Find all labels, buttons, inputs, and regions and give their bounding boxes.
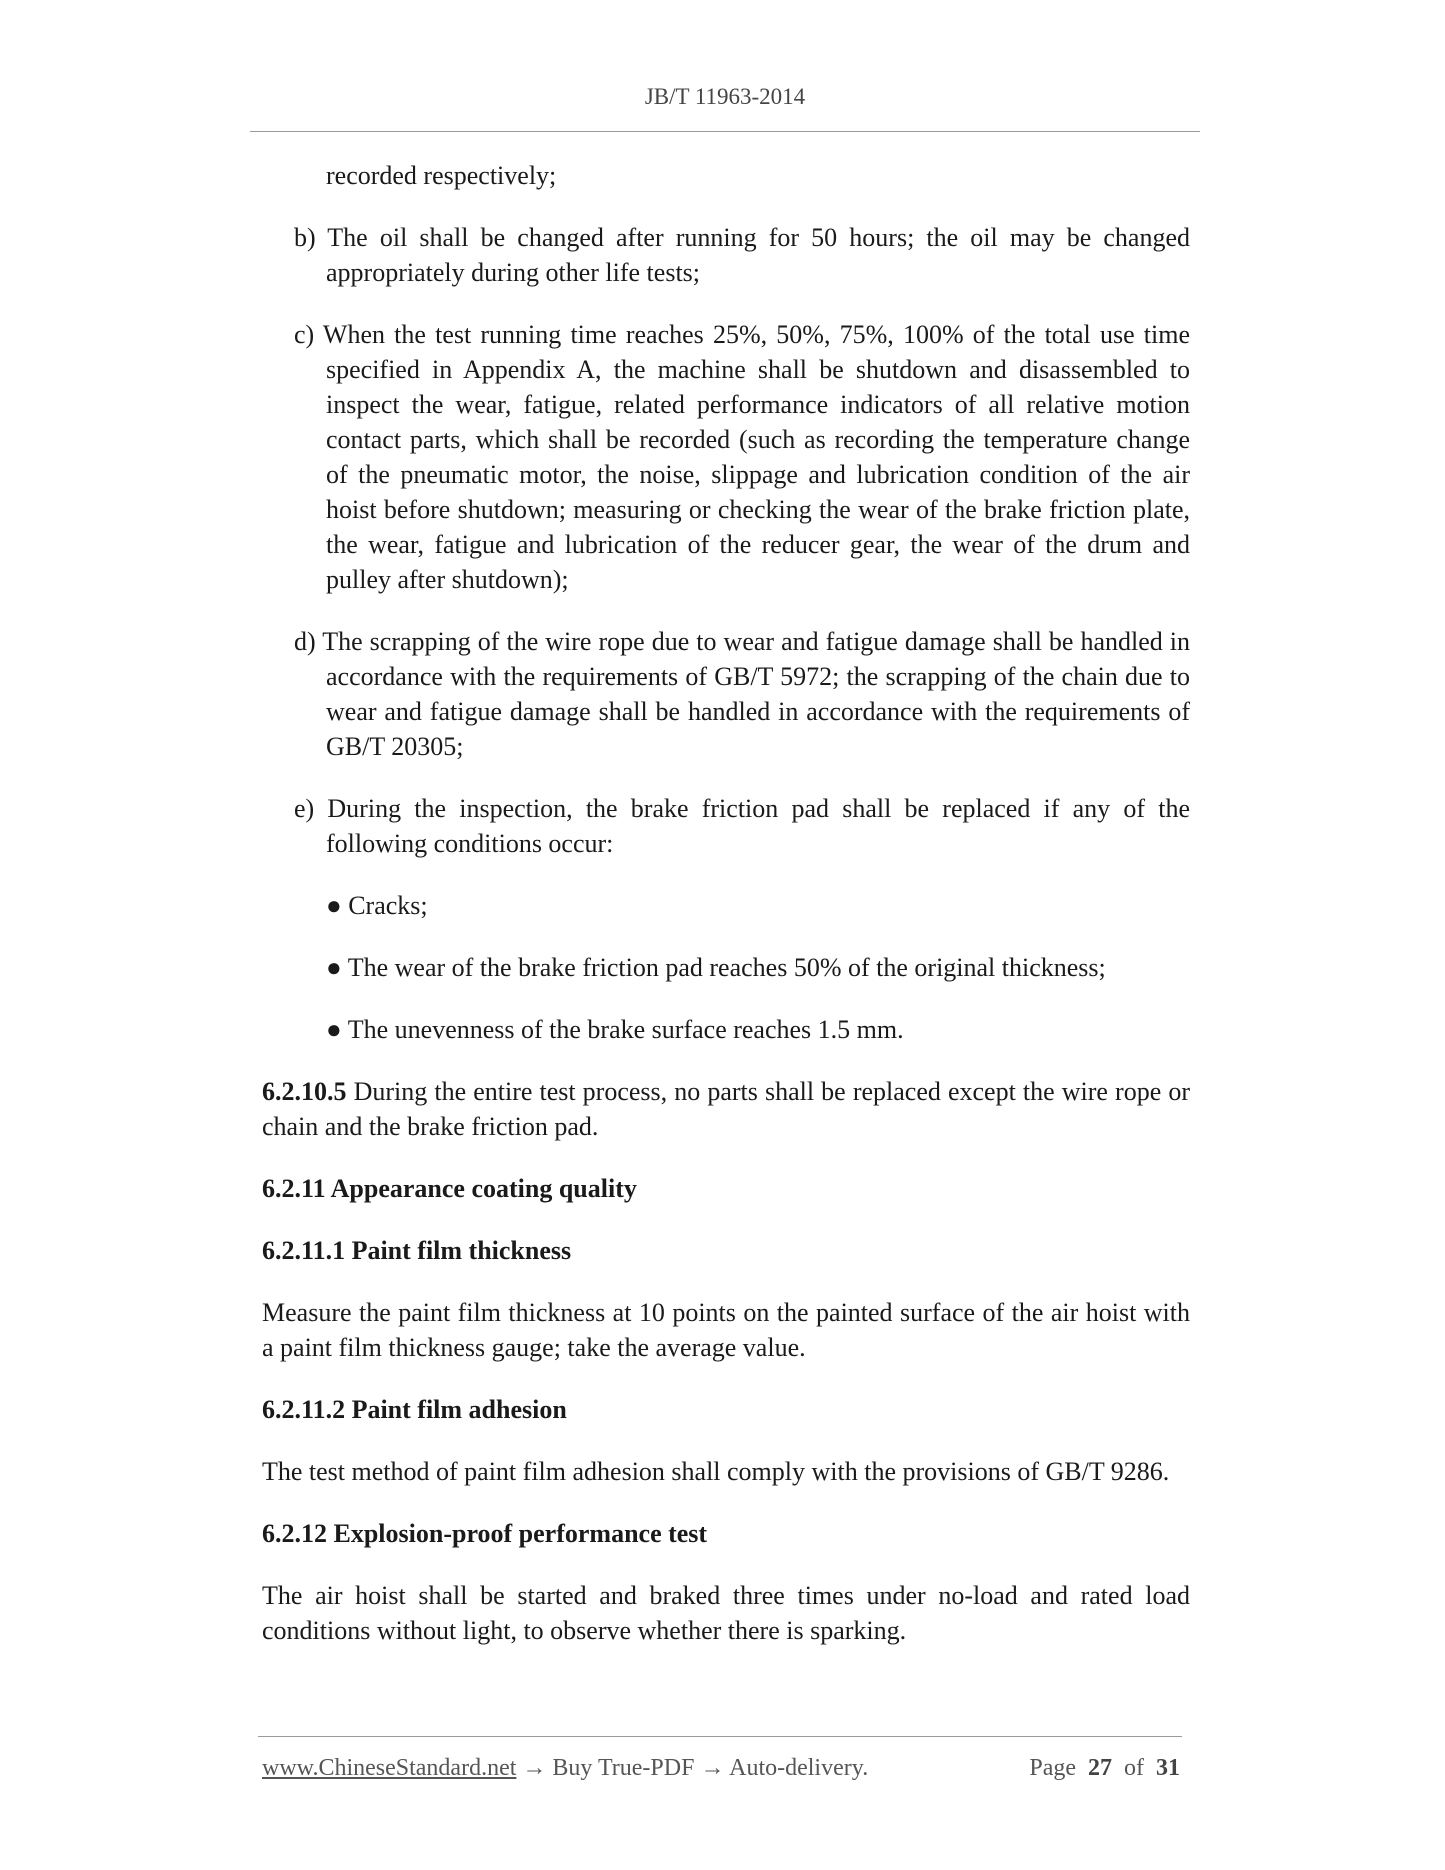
clause-6-2-10-5 xyxy=(262,1074,1190,1144)
bullet-unevenness: ● The unevenness of the brake surface reaches 1.5 mm. xyxy=(326,1015,904,1044)
footer-divider xyxy=(258,1736,1182,1737)
page-indicator xyxy=(1029,1755,1180,1782)
bullet-cracks: ● Cracks; xyxy=(326,891,428,920)
list-item-c: c) When the test running time reaches 25%, 50%, 75%, 100% of the total use time specified in Appendix A, the machine shall be shutdown and disassembled to inspect the wear, fatigue, related performance indicators of all relative motion contact parts, which shall be recorded (such as recording the temperature change of the pneumatic motor, the noise, slippage and lubrication condition of the air hoist before shutdown; measuring or checking the wear of the brake friction plate, the wear, fatigue and lubrication of the reducer gear, the wear of the drum and pulley after shutdown); xyxy=(294,320,1190,594)
heading-6-2-11-1: 6.2.11.1 Paint film thickness xyxy=(262,1236,572,1265)
paragraph-explosion-proof: The air hoist shall be started and braked three times under no-load and rated load conditions without light, to observe whether there is sparking. xyxy=(262,1581,1190,1645)
bullet-wear: ● The wear of the brake friction pad reaches 50% of the original thickness; xyxy=(326,953,1106,982)
footer-promo xyxy=(262,1755,868,1782)
clause-number: 6.2.10.5 xyxy=(262,1077,347,1106)
heading-6-2-11-2: 6.2.11.2 Paint film adhesion xyxy=(262,1395,567,1424)
page-footer xyxy=(262,1755,1180,1782)
clause-text: During the entire test process, no parts shall be replaced except the wire rope or chain and the brake friction pad. xyxy=(262,1077,1190,1141)
continuation-text: recorded respectively; xyxy=(326,161,557,190)
heading-6-2-11: 6.2.11 Appearance coating quality xyxy=(262,1174,637,1203)
document-body xyxy=(262,158,1190,1675)
website-link[interactable]: www.ChineseStandard.net xyxy=(262,1755,517,1781)
footer-tagline: → Buy True-PDF → Auto-delivery. xyxy=(516,1755,869,1781)
list-item-b: b) The oil shall be changed after running for 50 hours; the oil may be changed appropriately during other life tests; xyxy=(294,223,1190,287)
of-word: of xyxy=(1124,1755,1144,1781)
header-divider xyxy=(250,131,1200,132)
paragraph-paint-adhesion: The test method of paint film adhesion shall comply with the provisions of GB/T 9286. xyxy=(262,1457,1170,1486)
page-word: Page xyxy=(1029,1755,1076,1781)
paragraph-paint-thickness: Measure the paint film thickness at 10 points on the painted surface of the air hoist with a paint film thickness gauge; take the average value. xyxy=(262,1298,1190,1362)
total-page-number: 31 xyxy=(1156,1755,1180,1781)
document-header-id: JB/T 11963-2014 xyxy=(644,84,806,109)
current-page-number: 27 xyxy=(1088,1755,1112,1781)
heading-6-2-12: 6.2.12 Explosion-proof performance test xyxy=(262,1519,708,1548)
list-item-d: d) The scrapping of the wire rope due to wear and fatigue damage shall be handled in accordance with the requirements of GB/T 5972; the scrapping of the chain due to wear and fatigue damage shall be handled in accordance with the requirements of GB/T 20305; xyxy=(294,627,1190,761)
list-item-e: e) During the inspection, the brake friction pad shall be replaced if any of the following conditions occur: xyxy=(294,794,1190,858)
